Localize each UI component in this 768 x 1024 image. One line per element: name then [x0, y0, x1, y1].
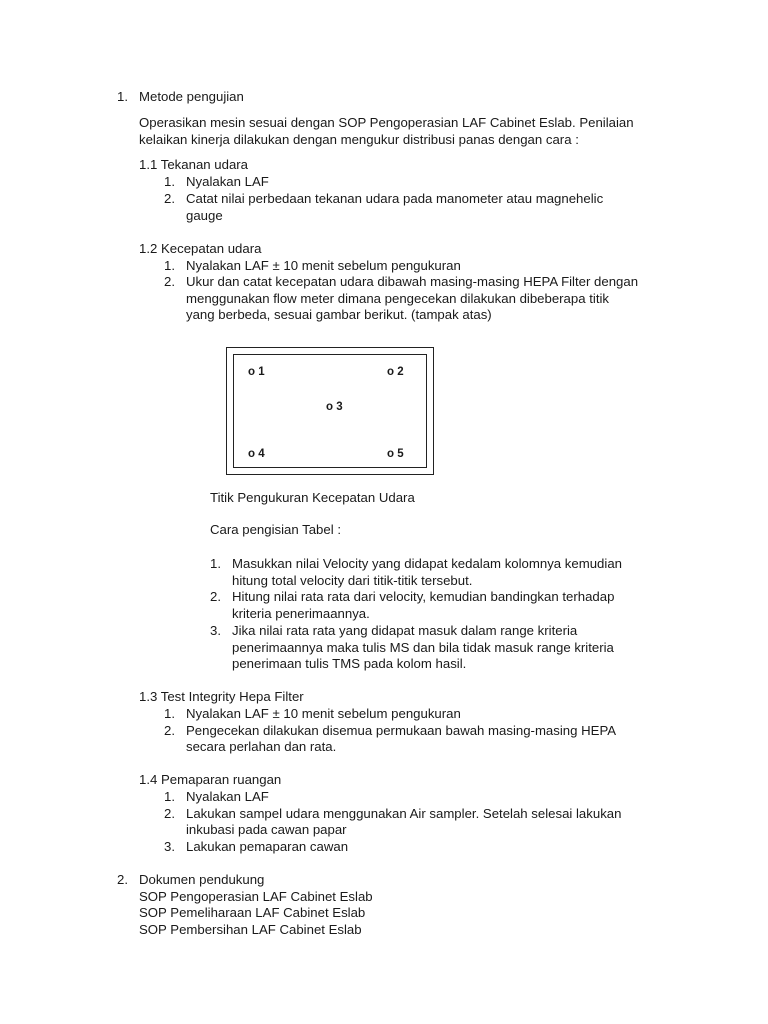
document-reference: SOP Pengoperasian LAF Cabinet Eslab [139, 889, 373, 904]
list-number: 1. [164, 789, 175, 804]
list-number: 2. [210, 589, 221, 604]
list-number: 3. [210, 623, 221, 638]
list-item-continuation: secara perlahan dan rata. [186, 739, 337, 754]
list-number: 1. [164, 174, 175, 189]
document-reference: SOP Pemeliharaan LAF Cabinet Eslab [139, 905, 366, 920]
list-number: 2. [164, 191, 175, 206]
list-item-continuation: penerimaan tulis TMS pada kolom hasil. [232, 656, 467, 671]
document-reference: SOP Pembersihan LAF Cabinet Eslab [139, 922, 362, 937]
list-item: Lakukan pemaparan cawan [186, 839, 349, 854]
measurement-point-3: o 3 [326, 401, 343, 413]
list-number: 3. [164, 839, 175, 854]
list-item: Pengecekan dilakukan disemua permukaan bawah masing-masing HEPA [186, 723, 617, 738]
measurement-point-2: o 2 [387, 366, 404, 378]
list-item: Lakukan sampel udara menggunakan Air sampler. Setelah selesai lakukan [186, 806, 622, 821]
section-heading: Dokumen pendukung [139, 872, 265, 887]
list-item-continuation: menggunakan flow meter dimana pengecekan dilakukan dibeberapa titik [186, 291, 610, 306]
diagram-caption: Titik Pengukuran Kecepatan Udara [210, 490, 415, 505]
subsection-heading: 1.3 Test Integrity Hepa Filter [139, 689, 304, 704]
list-item: Nyalakan LAF [186, 789, 269, 804]
measurement-point-4: o 4 [248, 448, 265, 460]
list-number: 1. [164, 706, 175, 721]
list-number: 2. [164, 723, 175, 738]
subsection-heading: Cara pengisian Tabel : [210, 522, 341, 537]
list-item: Nyalakan LAF ± 10 menit sebelum pengukuran [186, 258, 461, 273]
list-number: 1. [210, 556, 221, 571]
list-item: Catat nilai perbedaan tekanan udara pada manometer atau magnehelic [186, 191, 604, 206]
list-item-continuation: yang berbeda, sesuai gambar berikut. (tampak atas) [186, 307, 492, 322]
list-item: Hitung nilai rata rata dari velocity, kemudian bandingkan terhadap [232, 589, 615, 604]
list-item-continuation: kriteria penerimaannya. [232, 606, 370, 621]
list-number: 2. [117, 872, 128, 887]
list-item-continuation: penerimaannya maka tulis MS dan bila tidak masuk range kriteria [232, 640, 614, 655]
list-item: Nyalakan LAF [186, 174, 269, 189]
section-heading: Metode pengujian [139, 89, 244, 104]
list-number: 2. [164, 806, 175, 821]
paragraph-line: kelaikan kinerja dilakukan dengan mengukur distribusi panas dengan cara : [139, 132, 579, 147]
list-number: 2. [164, 274, 175, 289]
list-item-continuation: hitung total velocity dari titik-titik tersebut. [232, 573, 473, 588]
list-item-continuation: inkubasi pada cawan papar [186, 822, 347, 837]
subsection-heading: 1.4 Pemaparan ruangan [139, 772, 282, 787]
list-item: Jika nilai rata rata yang didapat masuk dalam range kriteria [232, 623, 578, 638]
list-number: 1. [117, 89, 128, 104]
paragraph-line: Operasikan mesin sesuai dengan SOP Pengoperasian LAF Cabinet Eslab. Penilaian [139, 115, 634, 130]
list-item: Nyalakan LAF ± 10 menit sebelum pengukuran [186, 706, 461, 721]
list-item: Ukur dan catat kecepatan udara dibawah masing-masing HEPA Filter dengan [186, 274, 639, 289]
measurement-point-1: o 1 [248, 366, 265, 378]
list-number: 1. [164, 258, 175, 273]
list-item-continuation: gauge [186, 208, 223, 223]
subsection-heading: 1.2 Kecepatan udara [139, 241, 262, 256]
measurement-point-5: o 5 [387, 448, 404, 460]
subsection-heading: 1.1 Tekanan udara [139, 157, 249, 172]
list-item: Masukkan nilai Velocity yang didapat kedalam kolomnya kemudian [232, 556, 622, 571]
